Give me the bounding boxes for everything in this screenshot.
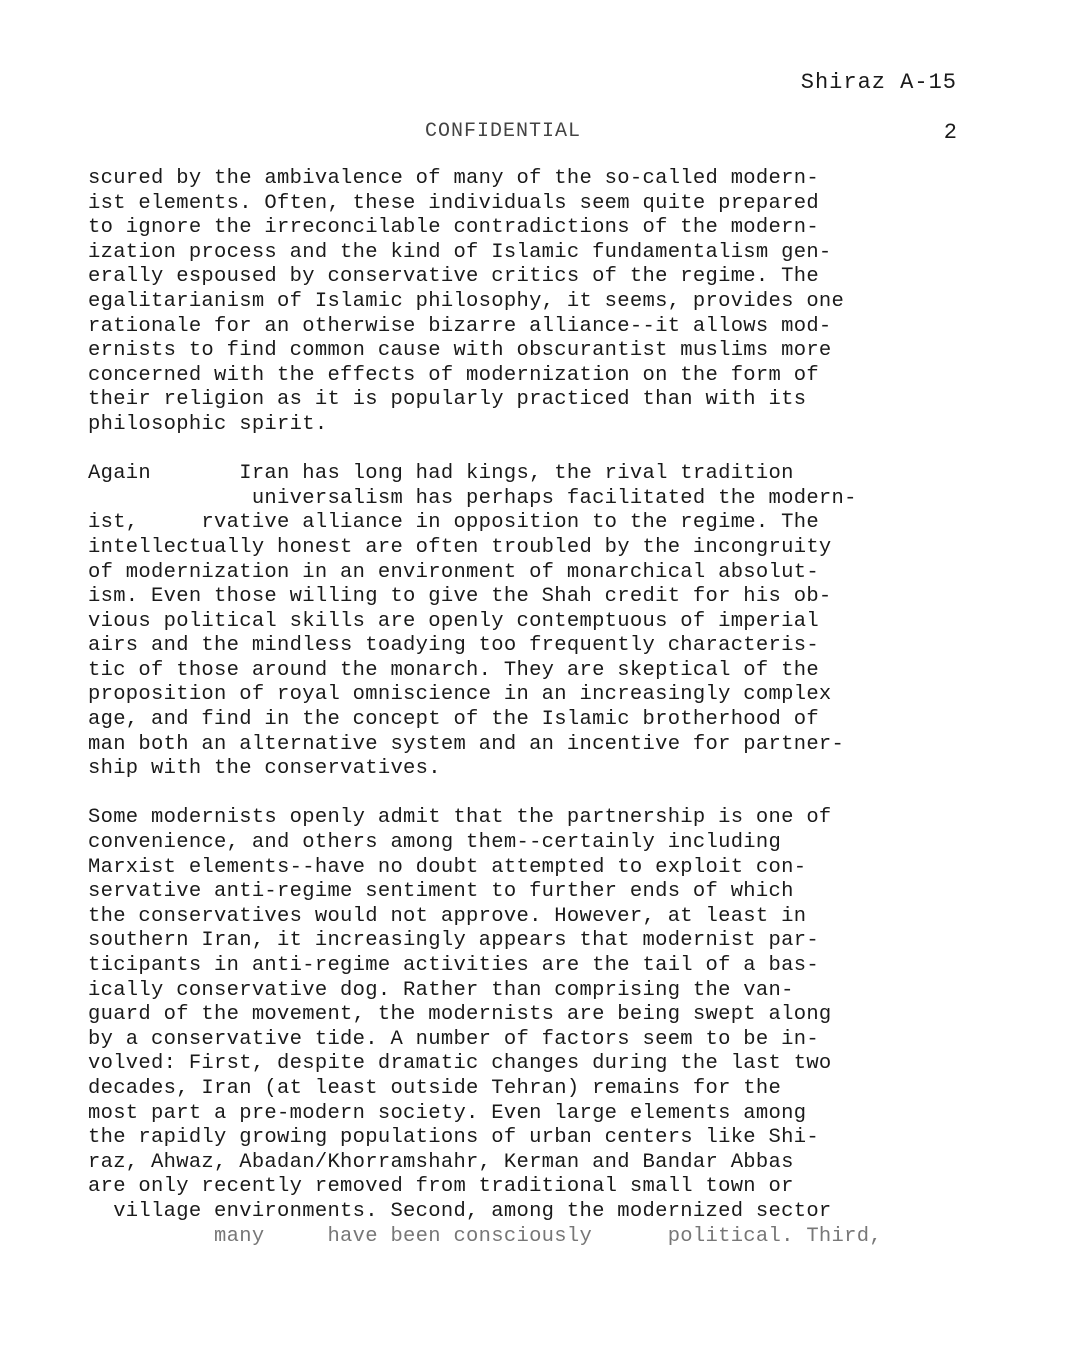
text-line: are only recently removed from traditional small town or bbox=[88, 1175, 794, 1199]
text-line: ship with the conservatives. bbox=[88, 757, 441, 781]
text-line: decades, Iran (at least outside Tehran) remains for the bbox=[88, 1076, 782, 1100]
text-line: intellectually honest are often troubled by the incongruity bbox=[88, 535, 832, 559]
text-line: ticipants in anti-regime activities are the tail of a bas- bbox=[88, 954, 819, 977]
text-line: rationale for an otherwise bizarre alliance--it allows mod- bbox=[88, 314, 832, 338]
paragraph bbox=[88, 806, 988, 1249]
text-line: by a conservative tide. A number of factors seem to be in- bbox=[88, 1027, 819, 1051]
text-line: many have been consciously political. Third, bbox=[88, 1224, 882, 1248]
paragraph bbox=[88, 462, 988, 782]
text-line: concerned with the effects of modernization on the form of bbox=[88, 363, 819, 387]
text-line: Marxist elements--have no doubt attempted to exploit con- bbox=[88, 855, 807, 879]
text-line: Again Iran has long had kings, the rival tradition bbox=[88, 462, 794, 486]
classification-marking: CONFIDENTIAL bbox=[425, 120, 582, 143]
text-line: ism. Even those willing to give the Shah credit for his ob- bbox=[88, 585, 832, 609]
body-text bbox=[88, 167, 988, 1274]
text-line: the conservatives would not approve. However, at least in bbox=[88, 904, 807, 928]
text-line: Some modernists openly admit that the partnership is one of bbox=[88, 806, 832, 830]
text-line: volved: First, despite dramatic changes during the last two bbox=[88, 1052, 832, 1076]
text-line: raz, Ahwaz, Abadan/Khorramshahr, Kerman and Bandar Abbas bbox=[88, 1150, 794, 1174]
paragraph bbox=[88, 167, 988, 438]
text-line: philosophic spirit. bbox=[88, 412, 328, 436]
text-line: southern Iran, it increasingly appears that modernist par- bbox=[88, 929, 819, 953]
text-line: erally espoused by conservative critics of the regime. The bbox=[88, 265, 819, 289]
text-line: village environments. Second, among the modernized sector bbox=[88, 1199, 832, 1223]
text-line: the rapidly growing populations of urban centers like Shi- bbox=[88, 1126, 819, 1150]
text-line: man both an alternative system and an incentive for partner- bbox=[88, 732, 845, 756]
text-line: egalitarianism of Islamic philosophy, it seems, provides one bbox=[88, 289, 845, 313]
text-line: of modernization in an environment of monarchical absolut- bbox=[88, 560, 819, 584]
document-reference: Shiraz A-15 bbox=[800, 70, 957, 95]
text-line: their religion as it is popularly practiced than with its bbox=[88, 388, 807, 412]
text-line: ization process and the kind of Islamic fundamentalism gen- bbox=[88, 240, 832, 264]
text-line: ernists to find common cause with obscurantist muslims more bbox=[88, 339, 832, 363]
text-line: guard of the movement, the modernists are being swept along bbox=[88, 1003, 832, 1027]
text-line: ist elements. Often, these individuals seem quite prepared bbox=[88, 191, 819, 215]
text-line: convenience, and others among them--certainly including bbox=[88, 831, 782, 855]
text-line: scured by the ambivalence of many of the so-called modern- bbox=[88, 167, 819, 190]
text-line: ist, rvative alliance in opposition to the regime. The bbox=[88, 511, 819, 535]
text-line: to ignore the irreconcilable contradictions of the modern- bbox=[88, 216, 819, 240]
text-line: universalism has perhaps facilitated the modern- bbox=[88, 486, 857, 510]
text-line: proposition of royal omniscience in an increasingly complex bbox=[88, 683, 832, 707]
text-line: vious political skills are openly contemptuous of imperial bbox=[88, 609, 819, 633]
text-line: tic of those around the monarch. They are skeptical of the bbox=[88, 658, 819, 682]
page-number: 2 bbox=[943, 120, 957, 145]
text-line: servative anti-regime sentiment to further ends of which bbox=[88, 880, 794, 904]
text-line: most part a pre-modern society. Even large elements among bbox=[88, 1101, 807, 1125]
text-line: ically conservative dog. Rather than comprising the van- bbox=[88, 978, 794, 1002]
text-line: airs and the mindless toadying too frequently characteris- bbox=[88, 634, 819, 658]
text-line: age, and find in the concept of the Islamic brotherhood of bbox=[88, 708, 819, 732]
